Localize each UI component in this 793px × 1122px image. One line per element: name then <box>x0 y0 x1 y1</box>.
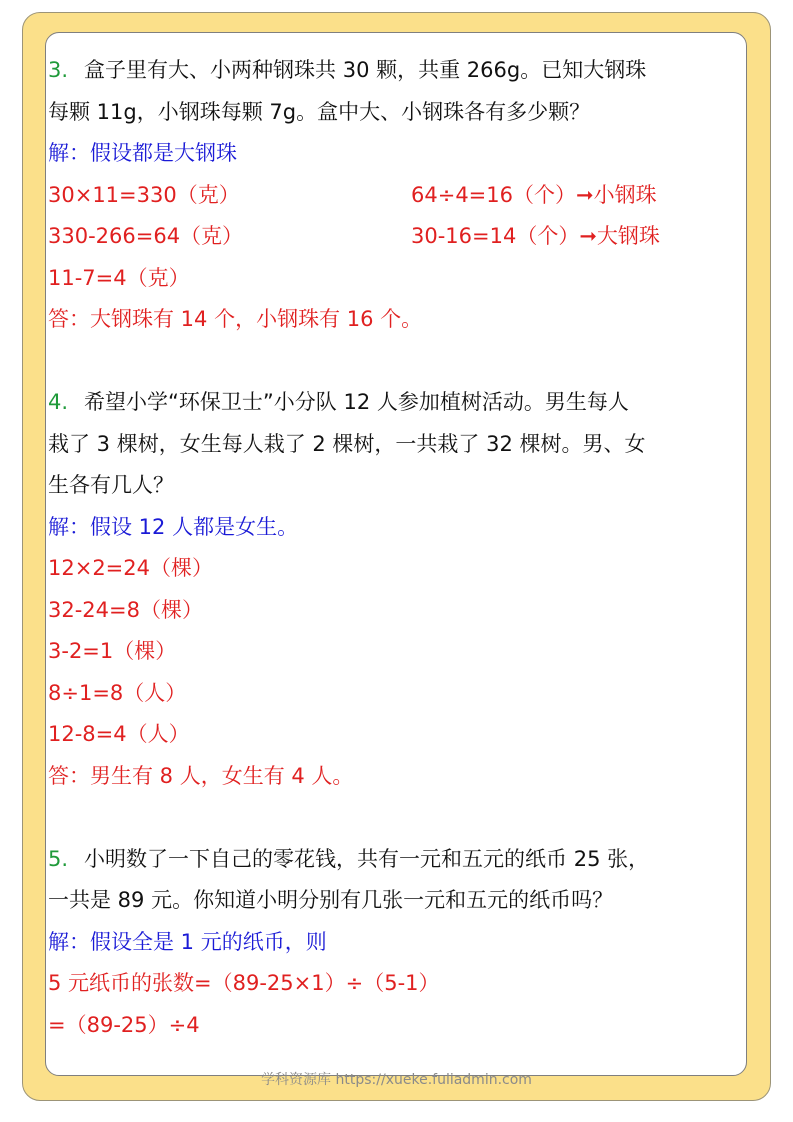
question-line: 每颗 11g，小钢珠每颗 7g。盒中大、小钢珠各有多少颗？ <box>48 99 591 124</box>
worksheet-content <box>48 50 748 1046</box>
step: =（89-25）÷4 <box>48 1012 200 1037</box>
problem-number: 3. <box>48 58 69 82</box>
question-line: 一共是 89 元。你知道小明分别有几张一元和五元的纸币吗？ <box>48 888 614 912</box>
step: 30×11=330（克） <box>48 182 240 207</box>
step-row <box>48 175 748 217</box>
step-row <box>48 216 748 258</box>
step: 32-24=8（棵） <box>48 597 203 622</box>
step: 330-266=64（克） <box>48 224 244 248</box>
question-line <box>48 839 748 881</box>
problem-5 <box>48 839 748 1047</box>
problem-number: 5. <box>48 846 69 871</box>
question-text: 盒子里有大、小两种钢珠共 30 颗，共重 266g。已知大钢珠 <box>84 58 647 82</box>
step: 12×2=24（棵） <box>48 556 213 580</box>
step: 5 元纸币的张数=（89-25×1）÷（5-1） <box>48 971 440 995</box>
solution-intro: 解：假设 12 人都是女生。 <box>48 514 299 539</box>
problem-3 <box>48 50 748 341</box>
step: 64÷4=16（个）➞小钢珠 <box>411 182 657 207</box>
question-line: 栽了 3 棵树，女生每人栽了 2 棵树，一共栽了 32 棵树。男、女 <box>48 431 646 456</box>
problem-number: 4. <box>48 390 69 414</box>
step: 3-2=1（棵） <box>48 639 177 663</box>
step: 12-8=4（人） <box>48 722 190 746</box>
spacer <box>48 341 748 383</box>
step: 30-16=14（个）➞大钢珠 <box>411 224 660 248</box>
answer-text: 答：男生有 8 人，女生有 4 人。 <box>48 763 354 788</box>
solution-intro: 解：假设都是大钢珠 <box>48 141 237 165</box>
step: 11-7=4（克） <box>48 265 190 290</box>
footer-watermark: 学科资源库 https://xueke.fuliadmin.com <box>261 1072 532 1088</box>
step: 8÷1=8（人） <box>48 680 187 705</box>
question-line: 生各有几人？ <box>48 473 174 497</box>
problem-4 <box>48 382 748 797</box>
question-line <box>48 50 748 92</box>
solution-intro: 解：假设全是 1 元的纸币，则 <box>48 929 327 954</box>
answer-text: 答：大钢珠有 14 个，小钢珠有 16 个。 <box>48 307 423 331</box>
spacer <box>48 797 748 839</box>
question-text: 希望小学“环保卫士”小分队 12 人参加植树活动。男生每人 <box>84 390 629 414</box>
question-line <box>48 382 748 424</box>
question-text: 小明数了一下自己的零花钱，共有一元和五元的纸币 25 张， <box>84 846 650 871</box>
